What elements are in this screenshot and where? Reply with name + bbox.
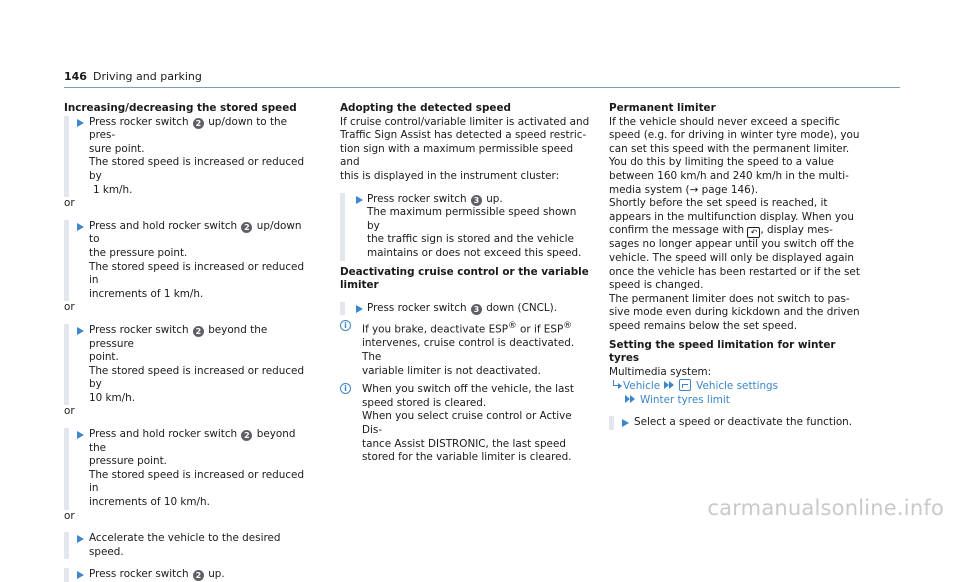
- rocker-switch-badge: 2: [241, 430, 252, 441]
- rocker-switch-badge: 2: [193, 118, 204, 129]
- step-item: Press rocker switch 3 down (CNCL).: [340, 302, 590, 316]
- step-item: Press rocker switch 2 up.: [64, 568, 314, 582]
- step-item: Press and hold rocker switch 2 beyond the pressure point. The stored speed is increased or reduced in increments of 10 km/h.: [64, 428, 314, 510]
- nav-winter-tyres-limit[interactable]: Winter tyres limit: [640, 393, 730, 406]
- or-separator: or: [64, 197, 75, 210]
- rocker-switch-badge: 2: [193, 326, 204, 337]
- column-middle: Adopting the detected speed If cruise control/variable limiter is activated and Traffic Sign Assist has detected a speed restric- tion sign with a maximum permissible speed and this is displayed in the instrument cluster: Press rocker switch 3 up. The maximum permissible speed shown by the traffic sign is stored and the vehicle maintains or does not exceed this speed. Deactivating cruise control or the variable limiter Press rocker switch 3 down (CNCL). i If you brake, deactivate ESP® or if ESP® intervenes, cruise control is deactivated. The variable limiter is not deactivated. i When you switch off the vehicle, the last speed stored is cleared. When you select cruise control or Active Dis- tance Assist DISTRONIC, the last speed stored for the variable limiter is cleared.: [340, 102, 590, 464]
- page-header: [64, 70, 202, 84]
- or-separator: or: [64, 405, 75, 418]
- heading-increase-decrease: Increasing/decreasing the stored speed: [64, 102, 297, 114]
- double-chevron-icon: [624, 395, 637, 404]
- info-note: i If you brake, deactivate ESP® or if ESP® intervenes, cruise control is deactivated. The variable limiter is not deactivated.: [340, 320, 590, 378]
- step-arrow-icon: [356, 196, 363, 204]
- step-item: Press and hold rocker switch 2 up/down to the pressure point. The stored speed is increased or reduced in increments of 1 km/h.: [64, 220, 314, 302]
- heading-winter-tyres: Setting the speed limitation for winter tyres: [609, 338, 836, 365]
- heading-deactivating: Deactivating cruise control or the variable: [340, 265, 589, 278]
- watermark: carmanualsonline.info: [707, 496, 944, 520]
- info-note: i When you switch off the vehicle, the last speed stored is cleared. When you select cruise control or Active Dis- tance Assist DISTRONIC, the last speed stored for the variable limiter is cleared.: [340, 383, 590, 465]
- rocker-switch-badge: 2: [241, 222, 252, 233]
- header-rule: [64, 87, 900, 88]
- step-arrow-icon: [77, 431, 84, 439]
- step-item: Press rocker switch 3 up. The maximum permissible speed shown by the traffic sign is stored and the vehicle maintains or does not exceed this speed.: [340, 193, 590, 261]
- step-arrow-icon: [356, 305, 363, 313]
- step-item: Accelerate the vehicle to the desired speed.: [64, 532, 314, 559]
- rocker-switch-badge: 3: [471, 195, 482, 206]
- column-right: Permanent limiter If the vehicle should never exceed a specific speed (e.g. for driving in winter tyre mode), you can set this speed with the permanent limiter. You do this by limiting the speed to a value between 160 km/h and 240 km/h in the multi- media system (→ page 146). Shortly before the set speed is reached, it appears in the multifunction display. When you confirm the message with ↶ , display mes- sages no longer appear until you switch off the vehicle. The speed will only be displayed again once the vehicle has been restarted or if the set speed is changed. The permanent limiter does not switch to pas- sive mode even during kickdown and the driven speed remains below the set speed. Setting the speed limitation for winter tyres Multimedia system: Vehicle Vehicle settings Winter tyres limit Select a speed or deactivate the function.: [609, 102, 867, 430]
- nav-path: [609, 379, 867, 394]
- heading-adopting-speed: Adopting the detected speed: [340, 102, 511, 114]
- nav-vehicle[interactable]: Vehicle: [623, 380, 661, 393]
- info-icon: i: [340, 320, 351, 331]
- rocker-switch-badge: 2: [193, 570, 204, 581]
- back-button-icon: ↶: [747, 227, 760, 238]
- step-arrow-icon: [77, 223, 84, 231]
- column-left: [64, 102, 314, 582]
- step-arrow-icon: [77, 327, 84, 335]
- nav-vehicle-settings[interactable]: Vehicle settings: [696, 380, 779, 393]
- step-arrow-icon: [77, 119, 84, 127]
- page-number: 146: [64, 70, 87, 83]
- or-separator: or: [64, 509, 75, 522]
- step-arrow-icon: [622, 419, 629, 427]
- double-chevron-icon: [663, 381, 676, 390]
- heading-permanent-limiter: Permanent limiter: [609, 102, 716, 114]
- or-separator: or: [64, 301, 75, 314]
- vehicle-settings-icon: [679, 379, 691, 391]
- page-reference-link[interactable]: page 146).: [698, 183, 759, 196]
- step-arrow-icon: [77, 571, 84, 579]
- step-item: Press rocker switch 2 up/down to the pres- sure point. The stored speed is increased or reduced by 1 km/h.: [64, 116, 314, 198]
- page-section-title: Driving and parking: [92, 70, 202, 83]
- step-arrow-icon: [77, 535, 84, 543]
- step-item: Select a speed or deactivate the function.: [609, 416, 867, 430]
- rocker-switch-badge: 3: [471, 304, 482, 315]
- step-item: Press rocker switch 2 beyond the pressure point. The stored speed is increased or reduced by 10 km/h.: [64, 324, 314, 406]
- info-icon: i: [340, 383, 351, 394]
- page-ref-arrow-icon: →: [689, 183, 699, 196]
